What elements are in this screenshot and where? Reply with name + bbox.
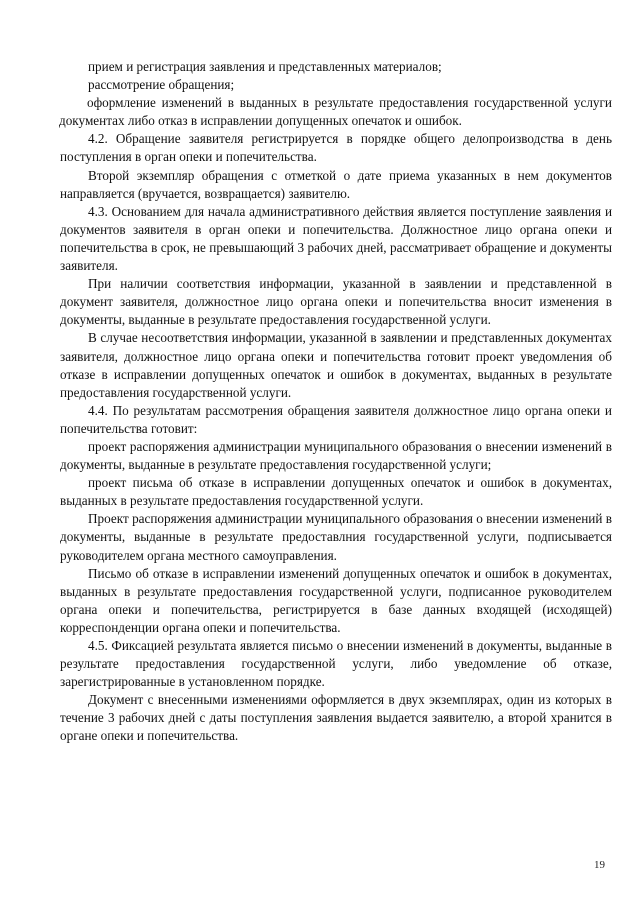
paragraph: Проект распоряжения администрации муниципального образования о внесении изменений в документы, выданные в результате предоставлния государственной услуги, подписывается руководителем органа местного самоуправления. (60, 511, 612, 563)
paragraph: 4.3. Основанием для начала административного действия является поступление заявления и документов заявителя в орган опеки и попечительства. Должностное лицо органа опеки и попечительства в срок, не превышающий 3 рабочих дней, рассматривает обращение и документы заявителя. (60, 203, 612, 274)
paragraph: Документ с внесенными изменениями оформляется в двух экземплярах, один из которых в течение 3 рабочих дней с даты поступления заявления выдается заявителю, а второй хранится в органе опеки и попечительства. (60, 692, 612, 744)
paragraph: прием и регистрация заявления и представленных материалов; (88, 59, 442, 74)
paragraph: При наличии соответствия информации, указанной в заявлении и представленной в документ заявителя, должностное лицо органа опеки и попечительства вносит изменения в документы, выданные в результате предоставления государственной услуги. (60, 276, 612, 328)
paragraph: В случае несоответствия информации, указанной в заявлении и представленных документах заявителя, должностное лицо органа опеки и попечительства готовит проект уведомления об отказе в исправлении допущенных опечаток и ошибок в документах, выданных в результате предоставления государственной услуги. (60, 330, 612, 400)
paragraph: 4.2. Обращение заявителя регистрируется в порядке общего делопроизводства в день поступления в орган опеки и попечительства. (60, 131, 612, 165)
document-body (60, 58, 612, 746)
paragraph: Второй экземпляр обращения с отметкой о дате приема указанных в нем документов направляется (вручается, возвращается) заявителю. (60, 167, 612, 201)
paragraph: оформление изменений в выданных в результате предоставления государственной услуги документах либо отказ в исправлении допущенных опечаток и ошибок. (59, 95, 612, 129)
paragraph: проект письма об отказе в исправлении допущенных опечаток и ошибок в документах, выданных в результате предоставления государственной услуги. (60, 475, 612, 509)
page-number: 19 (594, 859, 605, 871)
paragraph: 4.4. По результатам рассмотрения обращения заявителя должностное лицо органа опеки и попечительства готовит: (60, 402, 612, 436)
paragraph: рассмотрение обращения; (88, 77, 235, 93)
paragraph: проект распоряжения администрации муниципального образования о внесении изменений в документы, выданные в результате предоставления государственной услуги; (60, 438, 612, 473)
paragraph: 4.5. Фиксацией результата является письмо о внесении изменений в документы, выданные в результате предоставления государственной услуги, либо уведомление об отказе, зарегистрированные в установленном порядке. (60, 638, 612, 690)
paragraph: Письмо об отказе в исправлении изменений допущенных опечаток и ошибок в документах, выданных в результате предоставления государственной услуги, подписанное руководителем органа опеки и попечительства, регистрируется в базе данных входящей (исходящей) корреспонденции органа опеки и попечительства. (60, 565, 612, 635)
